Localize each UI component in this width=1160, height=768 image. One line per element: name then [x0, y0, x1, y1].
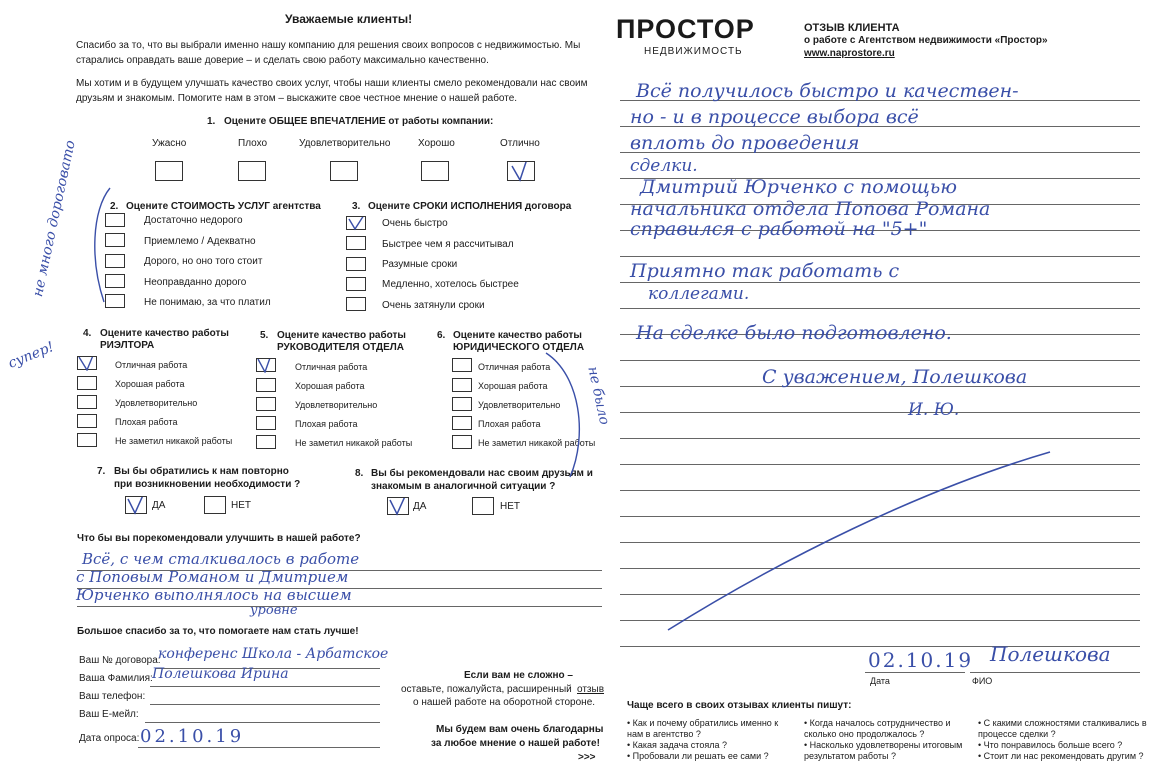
- q6-checkbox-4[interactable]: [452, 416, 472, 430]
- continue-arrows: >>>: [578, 752, 596, 763]
- q3-number: 3.: [352, 201, 361, 212]
- q2-title: Оцените СТОИМОСТЬ УСЛУГ агентства: [126, 201, 321, 212]
- improve-answer-line-3: Юрченко выполнялось на высшем: [76, 586, 352, 604]
- tips-column-1: [627, 718, 787, 762]
- q6-checkbox-2[interactable]: [452, 378, 472, 392]
- review-line-4: сделки.: [630, 156, 698, 176]
- date-value: 02.10.19: [140, 726, 245, 747]
- q8-no-checkbox[interactable]: [472, 497, 494, 515]
- q7-title-2: при возникновении необходимости ?: [114, 479, 301, 490]
- q3-checkbox-4[interactable]: [346, 277, 366, 291]
- review-line-8: Приятно так работать с: [630, 260, 900, 282]
- q1-checkbox-1[interactable]: [155, 161, 183, 181]
- q7-yes-checkbox[interactable]: [125, 496, 147, 514]
- improve-answer-line-1: Всё, с чем сталкивалось в работе: [82, 550, 360, 568]
- q1-label-3: Удовлетворительно: [299, 138, 391, 149]
- q5-checkbox-4[interactable]: [256, 416, 276, 430]
- email-field[interactable]: [145, 722, 380, 723]
- header-title: ОТЗЫВ КЛИЕНТА: [804, 22, 900, 34]
- surname-label: Ваша Фамилия:: [79, 673, 153, 684]
- review-line-6: начальника отдела Попова Романа: [630, 198, 991, 220]
- q5-option-4: Плохая работа: [295, 419, 358, 429]
- q2-number: 2.: [110, 201, 119, 212]
- q5-number: 5.: [260, 330, 269, 341]
- tip-item: • С какими сложностями сталкивались в процессе сделки ?: [978, 718, 1147, 739]
- q7-no-checkbox[interactable]: [204, 496, 226, 514]
- phone-field[interactable]: [150, 704, 380, 705]
- q4-option-2: Хорошая работа: [115, 379, 185, 389]
- check-mark-icon: [78, 357, 98, 371]
- q8-title-2: знакомым в аналогичной ситуации ?: [371, 481, 556, 492]
- fio-caption: ФИО: [972, 676, 993, 686]
- q6-number: 6.: [437, 330, 446, 341]
- q4-checkbox-4[interactable]: [77, 414, 97, 428]
- q6-checkbox-5[interactable]: [452, 435, 472, 449]
- review-line-11: С уважением, Полешкова: [762, 366, 1028, 388]
- logo-name: ПРОСТОР: [616, 14, 755, 44]
- tip-item: • Насколько удовлетворены итоговым результатом работы ?: [804, 740, 963, 761]
- surname-value: Полешкова Ирина: [152, 666, 289, 682]
- bracket-left-icon: [60, 180, 120, 310]
- q6-option-2: Хорошая работа: [478, 381, 548, 391]
- q3-checkbox-5[interactable]: [346, 297, 366, 311]
- q3-option-5: Очень затянули сроки: [382, 300, 485, 311]
- review-rule: [620, 256, 1140, 257]
- q2-option-4: Неоправданно дорого: [144, 277, 247, 288]
- side-note-1: Если вам не сложно –: [464, 670, 573, 681]
- thanks-text: Большое спасибо за то, что помогаете нам стать лучше!: [77, 626, 359, 637]
- q8-yes-label: ДА: [413, 501, 427, 512]
- side-note-2a: оставьте, пожалуйста, расширенный: [401, 684, 572, 695]
- q4-title-2: РИЭЛТОРА: [100, 340, 155, 351]
- check-mark-icon: [508, 162, 536, 182]
- q8-title-1: Вы бы рекомендовали нас своим друзьям и: [371, 468, 593, 479]
- q1-label-5: Отлично: [500, 138, 540, 149]
- q2-option-1: Достаточно недорого: [144, 215, 243, 226]
- margin-note-left: не много дороговато: [30, 138, 79, 299]
- q1-title: Оцените ОБЩЕЕ ВПЕЧАТЛЕНИЕ от работы компании:: [224, 116, 494, 127]
- review-line-2: но - и в процессе выбора всё: [630, 106, 919, 128]
- q7-number: 7.: [97, 466, 106, 477]
- review-line-12: И. Ю.: [908, 400, 960, 420]
- logo-subtitle: НЕДВИЖИМОСТЬ: [644, 46, 743, 57]
- q6-checkbox-3[interactable]: [452, 397, 472, 411]
- tip-item: • Стоит ли нас рекомендовать другим ?: [978, 751, 1144, 761]
- q5-title-2: РУКОВОДИТЕЛЯ ОТДЕЛА: [277, 342, 405, 353]
- improve-answer-line-2: с Поповым Романом и Дмитрием: [76, 568, 349, 586]
- q5-checkbox-2[interactable]: [256, 378, 276, 392]
- review-line-7: справился с работой на "5+": [630, 218, 928, 240]
- q4-option-1: Отличная работа: [115, 360, 188, 370]
- q4-checkbox-2[interactable]: [77, 376, 97, 390]
- review-line-10: На сделке было подготовлено.: [636, 322, 952, 344]
- review-line-1: Всё получилось быстро и качествен-: [636, 80, 1019, 102]
- intro-paragraph-1: Спасибо за то, что вы выбрали именно нашу компанию для решения своих вопросов с недвижимостью. Мы старались оправдать ваше доверие – и сделать свою работу максимально качественно.: [76, 40, 581, 66]
- q4-checkbox-5[interactable]: [77, 433, 97, 447]
- side-note-2b: отзыв: [577, 684, 605, 695]
- q5-checkbox-5[interactable]: [256, 435, 276, 449]
- surname-field[interactable]: [150, 686, 380, 687]
- review-rule: [620, 438, 1140, 439]
- q8-yes-checkbox[interactable]: [387, 497, 409, 515]
- q3-option-4: Медленно, хотелось быстрее: [382, 279, 519, 290]
- side-note-4: Мы будем вам очень благодарны: [436, 724, 604, 735]
- q6-title-2: ЮРИДИЧЕСКОГО ОТДЕЛА: [453, 342, 585, 353]
- tip-item: • Какая задача стояла ?: [627, 740, 727, 750]
- q4-title-1: Оцените качество работы: [100, 328, 229, 339]
- improve-question: Что бы вы порекомендовали улучшить в нашей работе?: [77, 533, 361, 544]
- q4-option-4: Плохая работа: [115, 417, 178, 427]
- tips-column-2: [804, 718, 964, 762]
- email-label: Ваш Е-мейл:: [79, 709, 139, 720]
- q3-checkbox-3[interactable]: [346, 257, 366, 271]
- review-signature: Полешкова: [990, 642, 1111, 666]
- q1-checkbox-4[interactable]: [421, 161, 449, 181]
- q5-option-1: Отличная работа: [295, 362, 368, 372]
- q1-label-4: Хорошо: [418, 138, 455, 149]
- q4-number: 4.: [83, 328, 92, 339]
- review-rule: [620, 412, 1140, 413]
- side-note-3: о нашей работе на оборотной стороне.: [413, 697, 596, 708]
- review-rule: [620, 360, 1140, 361]
- q2-option-5: Не понимаю, за что платил: [144, 297, 271, 308]
- improve-answer-line-4: уровне: [250, 603, 298, 618]
- q6-title-1: Оцените качество работы: [453, 330, 582, 341]
- contract-label: Ваш № договора:: [79, 655, 161, 666]
- margin-note-right: не было: [584, 365, 613, 427]
- tips-column-3: [978, 718, 1148, 762]
- review-line-5: Дмитрий Юрченко с помощью: [640, 176, 958, 198]
- tip-item: • Когда началось сотрудничество и сколько оно продолжалось ?: [804, 718, 951, 739]
- header-url[interactable]: www.naprostore.ru: [804, 48, 895, 59]
- date-caption: Дата: [870, 676, 890, 686]
- check-mark-icon: [126, 497, 148, 515]
- tips-title: Чаще всего в своих отзывах клиенты пишут:: [627, 700, 852, 711]
- bracket-right-icon: [540, 345, 613, 485]
- date-line: [865, 672, 965, 673]
- q5-checkbox-1[interactable]: [256, 358, 276, 372]
- check-mark-icon: [347, 217, 367, 231]
- header-subtitle: о работе с Агентством недвижимости «Простор»: [804, 35, 1048, 46]
- q1-checkbox-5[interactable]: [507, 161, 535, 181]
- tip-item: • Что понравилось больше всего ?: [978, 740, 1123, 750]
- review-date-value: 02.10.19: [868, 648, 974, 672]
- q3-option-3: Разумные сроки: [382, 259, 458, 270]
- q3-option-1: Очень быстро: [382, 218, 448, 229]
- phone-label: Ваш телефон:: [79, 691, 146, 702]
- review-line-3: вплоть до проведения: [630, 132, 860, 154]
- q7-yes-label: ДА: [152, 500, 166, 511]
- q6-option-3: Удовлетворительно: [478, 400, 561, 410]
- q8-no-label: НЕТ: [500, 501, 520, 512]
- q3-option-2: Быстрее чем я рассчитывал: [382, 239, 514, 250]
- q6-option-4: Плохая работа: [478, 419, 541, 429]
- q5-checkbox-3[interactable]: [256, 397, 276, 411]
- q4-checkbox-1[interactable]: [77, 356, 97, 370]
- q1-checkbox-2[interactable]: [238, 161, 266, 181]
- improve-line: [77, 606, 602, 607]
- q7-title-1: Вы бы обратились к нам повторно: [114, 466, 289, 477]
- fio-line: [970, 672, 1140, 673]
- tip-item: • Как и почему обратились именно к нам в агентство ?: [627, 718, 779, 739]
- q6-option-5: Не заметил никакой работы: [478, 438, 596, 448]
- q1-label-1: Ужасно: [152, 138, 187, 149]
- date-label: Дата опроса:: [79, 733, 140, 744]
- strike-through-line-icon: [660, 440, 1060, 640]
- q4-option-5: Не заметил никакой работы: [115, 436, 233, 446]
- check-mark-icon: [388, 498, 410, 516]
- q2-option-3: Дорого, но оно того стоит: [144, 256, 263, 267]
- date-field[interactable]: [138, 747, 380, 748]
- tip-item: • Пробовали ли решать ее сами ?: [627, 751, 769, 761]
- q1-label-2: Плохо: [238, 138, 268, 149]
- q6-checkbox-1[interactable]: [452, 358, 472, 372]
- margin-note-super: супер!: [6, 339, 57, 372]
- q5-option-2: Хорошая работа: [295, 381, 365, 391]
- intro-paragraph-2: Мы хотим и в будущем улучшать качество своих услуг, чтобы наши клиенты смело рекомендовали нас своим друзьям и знакомым. Помогите нам в этом – выскажите свое честное мнение о нашей работе.: [76, 78, 588, 104]
- review-rule: [620, 308, 1140, 309]
- q8-number: 8.: [355, 468, 364, 479]
- q1-checkbox-3[interactable]: [330, 161, 358, 181]
- review-line-9: коллегами.: [648, 284, 750, 304]
- q7-no-label: НЕТ: [231, 500, 251, 511]
- q1-number: 1.: [207, 116, 216, 127]
- q5-title-1: Оцените качество работы: [277, 330, 406, 341]
- side-note-5: за любое мнение о нашей работе!: [431, 738, 600, 749]
- q6-option-1: Отличная работа: [478, 362, 551, 372]
- q3-checkbox-2[interactable]: [346, 236, 366, 250]
- page-title: Уважаемые клиенты!: [285, 12, 413, 26]
- q4-option-3: Удовлетворительно: [115, 398, 198, 408]
- q3-checkbox-1[interactable]: [346, 216, 366, 230]
- check-mark-icon: [257, 359, 277, 373]
- review-rule: [620, 282, 1140, 283]
- q3-title: Оцените СРОКИ ИСПОЛНЕНИЯ договора: [368, 201, 572, 212]
- contract-value: конференс Школа - Арбатское: [158, 646, 389, 662]
- q5-option-5: Не заметил никакой работы: [295, 438, 413, 448]
- q2-option-2: Приемлемо / Адекватно: [144, 236, 256, 247]
- q4-checkbox-3[interactable]: [77, 395, 97, 409]
- q5-option-3: Удовлетворительно: [295, 400, 378, 410]
